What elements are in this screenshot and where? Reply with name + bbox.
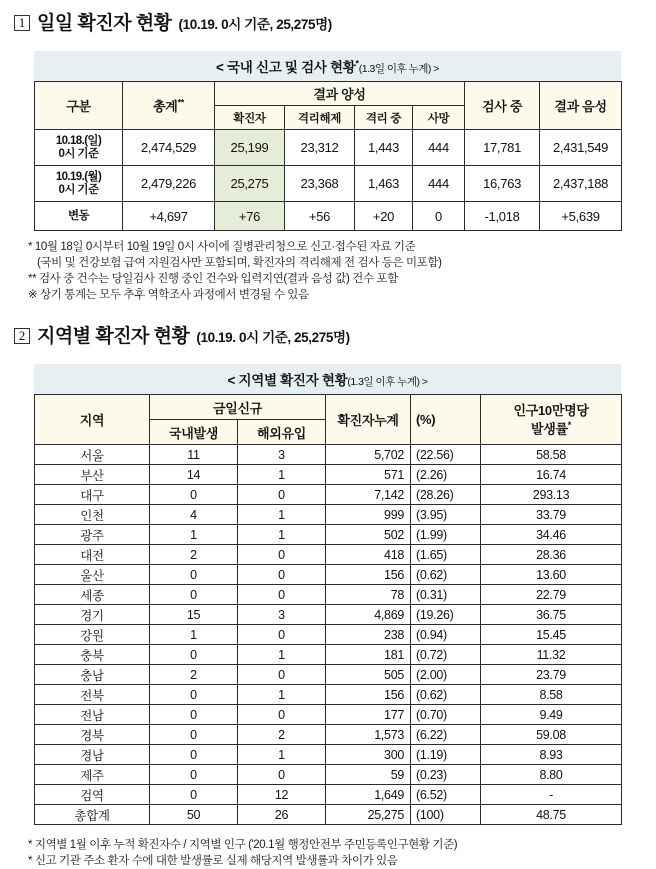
cell-cumulative: 156 bbox=[326, 565, 411, 585]
cell-testing: 16,763 bbox=[465, 166, 540, 202]
header-group-today-new: 금일신규 bbox=[150, 395, 326, 420]
cell-domestic: 0 bbox=[150, 725, 238, 745]
cell-cumulative: 1,573 bbox=[326, 725, 411, 745]
cell-domestic: 1 bbox=[150, 525, 238, 545]
cell-released: 23,312 bbox=[285, 130, 355, 166]
cell-region: 경남 bbox=[35, 745, 150, 765]
table-row bbox=[35, 645, 622, 665]
cell-region: 부산 bbox=[35, 465, 150, 485]
cell-domestic: 0 bbox=[150, 765, 238, 785]
header-group-positive: 결과 양성 bbox=[215, 82, 465, 106]
cell-negative: 2,431,549 bbox=[540, 130, 622, 166]
cell-region: 인천 bbox=[35, 505, 150, 525]
table-row bbox=[35, 605, 622, 625]
cell-isolating: 1,443 bbox=[355, 130, 413, 166]
section-2-subtitle: (10.19. 0시 기준, 25,275명) bbox=[196, 330, 350, 345]
cell-domestic: 0 bbox=[150, 705, 238, 725]
header-testing: 검사 중 bbox=[465, 82, 540, 130]
cell-cumulative: 181 bbox=[326, 645, 411, 665]
cell-domestic: 1 bbox=[150, 625, 238, 645]
cell-domestic: 0 bbox=[150, 685, 238, 705]
cell-region: 대구 bbox=[35, 485, 150, 505]
cell-cumulative: 25,275 bbox=[326, 805, 411, 825]
cell-domestic: 11 bbox=[150, 445, 238, 465]
cell-imported: 3 bbox=[238, 445, 326, 465]
section-2-number: 2 bbox=[14, 328, 30, 344]
table-1-header-row-1 bbox=[35, 82, 622, 106]
table-row bbox=[35, 585, 622, 605]
table-row bbox=[35, 445, 622, 465]
header-isolating: 격리 중 bbox=[355, 106, 413, 130]
cell-rate: 15.45 bbox=[481, 625, 622, 645]
cell-percent: (0.23) bbox=[411, 765, 481, 785]
section-1-heading bbox=[0, 8, 656, 35]
cell-imported: 1 bbox=[238, 525, 326, 545]
cell-rate: 28.36 bbox=[481, 545, 622, 565]
cell-rate: 293.13 bbox=[481, 485, 622, 505]
cell-rate: 8.80 bbox=[481, 765, 622, 785]
cell-cumulative: 78 bbox=[326, 585, 411, 605]
table-row bbox=[35, 485, 622, 505]
table-row bbox=[35, 685, 622, 705]
table-1-caption-prefix: < 국내 신고 및 검사 현황 bbox=[216, 60, 356, 75]
cell-percent: (0.62) bbox=[411, 685, 481, 705]
cell-rate: 9.49 bbox=[481, 705, 622, 725]
cell-domestic: 0 bbox=[150, 785, 238, 805]
cell-imported: 1 bbox=[238, 685, 326, 705]
cell-rate: 33.79 bbox=[481, 505, 622, 525]
cell-region: 충북 bbox=[35, 645, 150, 665]
cell-region: 총합계 bbox=[35, 805, 150, 825]
cell-region: 충남 bbox=[35, 665, 150, 685]
cell-rate: 59.08 bbox=[481, 725, 622, 745]
cell-rate: 11.32 bbox=[481, 645, 622, 665]
cell-percent: (0.94) bbox=[411, 625, 481, 645]
cell-imported: 2 bbox=[238, 725, 326, 745]
daily-status-table bbox=[34, 81, 622, 231]
cell-percent: (0.62) bbox=[411, 565, 481, 585]
cell-cumulative: 1,649 bbox=[326, 785, 411, 805]
cell-cumulative: 418 bbox=[326, 545, 411, 565]
table-1-caption bbox=[34, 51, 621, 81]
header-total-superscript: ** bbox=[177, 97, 184, 108]
cell-rate: 58.58 bbox=[481, 445, 622, 465]
regional-status-table bbox=[34, 394, 622, 825]
cell-imported: 0 bbox=[238, 705, 326, 725]
note-line: * 10월 18일 0시부터 10월 19일 0시 사이에 질병관리청으로 신고·접수된 자료 기준 bbox=[28, 241, 416, 253]
section-1-number: 1 bbox=[14, 15, 30, 31]
cell-imported: 1 bbox=[238, 645, 326, 665]
cell-rate: 16.74 bbox=[481, 465, 622, 485]
cell-isolating: +20 bbox=[355, 202, 413, 231]
table-row bbox=[35, 525, 622, 545]
table-row bbox=[35, 202, 622, 231]
cell-region: 전남 bbox=[35, 705, 150, 725]
cell-total: +4,697 bbox=[123, 202, 215, 231]
table-2-notes bbox=[0, 837, 656, 869]
note-line: * 신고 기관 주소 환자 수에 대한 발생률로 실제 해당지역 발생률과 차이가 있음 bbox=[28, 855, 398, 867]
cell-percent: (6.22) bbox=[411, 725, 481, 745]
table-row bbox=[35, 166, 622, 202]
cell-region: 강원 bbox=[35, 625, 150, 645]
cell-region: 경북 bbox=[35, 725, 150, 745]
cell-imported: 26 bbox=[238, 805, 326, 825]
cell-percent: (2.00) bbox=[411, 665, 481, 685]
cell-imported: 0 bbox=[238, 765, 326, 785]
table-row bbox=[35, 705, 622, 725]
table-row bbox=[35, 625, 622, 645]
cell-region: 세종 bbox=[35, 585, 150, 605]
header-incidence-rate: 인구10만명당 발생률* bbox=[481, 395, 622, 445]
cell-percent: (0.31) bbox=[411, 585, 481, 605]
cell-domestic: 2 bbox=[150, 665, 238, 685]
cell-region: 광주 bbox=[35, 525, 150, 545]
cell-cumulative: 156 bbox=[326, 685, 411, 705]
cell-rate: 23.79 bbox=[481, 665, 622, 685]
cell-released: 23,368 bbox=[285, 166, 355, 202]
cell-region: 전북 bbox=[35, 685, 150, 705]
note-line: ※ 상기 통계는 모두 추후 역학조사 과정에서 변경될 수 있음 bbox=[28, 289, 309, 301]
table-row bbox=[35, 665, 622, 685]
header-total: 총계** bbox=[123, 82, 215, 130]
cell-percent: (0.70) bbox=[411, 705, 481, 725]
header-percent: (%) bbox=[411, 395, 481, 445]
cell-cumulative: 300 bbox=[326, 745, 411, 765]
cell-testing: 17,781 bbox=[465, 130, 540, 166]
cell-cumulative: 5,702 bbox=[326, 445, 411, 465]
cell-imported: 0 bbox=[238, 585, 326, 605]
cell-region: 서울 bbox=[35, 445, 150, 465]
note-line: (국비 및 건강보험 급여 지원검사만 포함되며, 확진자의 격리해제 전 검사 등은 미포함) bbox=[37, 257, 442, 269]
header-released: 격리해제 bbox=[285, 106, 355, 130]
cell-percent: (6.52) bbox=[411, 785, 481, 805]
table-row bbox=[35, 465, 622, 485]
header-deaths: 사망 bbox=[413, 106, 465, 130]
cell-rate: 22.79 bbox=[481, 585, 622, 605]
cell-domestic: 0 bbox=[150, 645, 238, 665]
row-label: 변동 bbox=[35, 202, 123, 231]
cell-rate: 8.58 bbox=[481, 685, 622, 705]
header-division: 구분 bbox=[35, 82, 123, 130]
cell-rate: 8.93 bbox=[481, 745, 622, 765]
table-row bbox=[35, 130, 622, 166]
header-domestic: 국내발생 bbox=[150, 420, 238, 445]
cell-cumulative: 7,142 bbox=[326, 485, 411, 505]
cell-percent: (19.26) bbox=[411, 605, 481, 625]
cell-percent: (1.65) bbox=[411, 545, 481, 565]
table-row bbox=[35, 745, 622, 765]
cell-region: 대전 bbox=[35, 545, 150, 565]
note-line: ** 검사 중 건수는 당일검사 진행 중인 건수와 입력지연(결과 음성 값) 건수 포함 bbox=[28, 273, 398, 285]
cell-percent: (1.19) bbox=[411, 745, 481, 765]
cell-domestic: 0 bbox=[150, 565, 238, 585]
cell-percent: (3.95) bbox=[411, 505, 481, 525]
cell-imported: 12 bbox=[238, 785, 326, 805]
cell-domestic: 2 bbox=[150, 545, 238, 565]
cell-imported: 3 bbox=[238, 605, 326, 625]
cell-cumulative: 502 bbox=[326, 525, 411, 545]
table-row bbox=[35, 565, 622, 585]
cell-total: 2,479,226 bbox=[123, 166, 215, 202]
cell-region: 울산 bbox=[35, 565, 150, 585]
table-1-notes bbox=[0, 239, 656, 303]
cell-imported: 0 bbox=[238, 485, 326, 505]
cell-cumulative: 4,869 bbox=[326, 605, 411, 625]
cell-region: 경기 bbox=[35, 605, 150, 625]
cell-cumulative: 571 bbox=[326, 465, 411, 485]
cell-domestic: 50 bbox=[150, 805, 238, 825]
section-2-heading bbox=[0, 321, 656, 348]
table-2-caption-prefix: < 지역별 확진자 현황 bbox=[227, 373, 348, 388]
header-imported: 해외유입 bbox=[238, 420, 326, 445]
cell-cumulative: 59 bbox=[326, 765, 411, 785]
cell-confirmed: +76 bbox=[215, 202, 285, 231]
table-1-caption-suffix: (1.3일 이후 누계) > bbox=[358, 63, 439, 75]
cell-percent: (100) bbox=[411, 805, 481, 825]
cell-percent: (2.26) bbox=[411, 465, 481, 485]
cell-imported: 0 bbox=[238, 665, 326, 685]
cell-domestic: 15 bbox=[150, 605, 238, 625]
cell-imported: 1 bbox=[238, 465, 326, 485]
header-confirmed: 확진자 bbox=[215, 106, 285, 130]
cell-negative: 2,437,188 bbox=[540, 166, 622, 202]
table-2-caption bbox=[34, 364, 621, 394]
cell-percent: (22.56) bbox=[411, 445, 481, 465]
cell-region: 제주 bbox=[35, 765, 150, 785]
cell-confirmed: 25,199 bbox=[215, 130, 285, 166]
cell-negative: +5,639 bbox=[540, 202, 622, 231]
table-2-header-row-1 bbox=[35, 395, 622, 420]
table-row bbox=[35, 785, 622, 805]
table-2-caption-suffix: (1.3일 이후 누계) > bbox=[347, 376, 428, 388]
table-1-caption-asterisk: * bbox=[355, 58, 359, 69]
cell-imported: 1 bbox=[238, 745, 326, 765]
cell-imported: 0 bbox=[238, 565, 326, 585]
row-label: 10.19.(월) 0시 기준 bbox=[35, 166, 123, 202]
cell-domestic: 0 bbox=[150, 585, 238, 605]
cell-total: 2,474,529 bbox=[123, 130, 215, 166]
header-region: 지역 bbox=[35, 395, 150, 445]
section-2-title: 지역별 확진자 현황 bbox=[37, 326, 190, 347]
cell-domestic: 4 bbox=[150, 505, 238, 525]
cell-isolating: 1,463 bbox=[355, 166, 413, 202]
table-2-body bbox=[35, 445, 622, 825]
cell-imported: 1 bbox=[238, 505, 326, 525]
cell-percent: (0.72) bbox=[411, 645, 481, 665]
cell-cumulative: 999 bbox=[326, 505, 411, 525]
table-row bbox=[35, 505, 622, 525]
cell-cumulative: 505 bbox=[326, 665, 411, 685]
cell-confirmed: 25,275 bbox=[215, 166, 285, 202]
cell-rate: 34.46 bbox=[481, 525, 622, 545]
cell-domestic: 0 bbox=[150, 745, 238, 765]
cell-domestic: 14 bbox=[150, 465, 238, 485]
row-label: 10.18.(일) 0시 기준 bbox=[35, 130, 123, 166]
cell-percent: (1.99) bbox=[411, 525, 481, 545]
note-line: * 지역별 1월 이후 누적 확진자수 / 지역별 인구 ('20.1월 행정안전부 주민등록인구현황 기준) bbox=[28, 839, 458, 851]
cell-percent: (28.26) bbox=[411, 485, 481, 505]
cell-imported: 0 bbox=[238, 625, 326, 645]
cell-rate: 48.75 bbox=[481, 805, 622, 825]
section-1-subtitle: (10.19. 0시 기준, 25,275명) bbox=[178, 17, 332, 32]
cell-rate: 13.60 bbox=[481, 565, 622, 585]
header-negative: 결과 음성 bbox=[540, 82, 622, 130]
cell-cumulative: 177 bbox=[326, 705, 411, 725]
cell-region: 검역 bbox=[35, 785, 150, 805]
table-row bbox=[35, 725, 622, 745]
cell-cumulative: 238 bbox=[326, 625, 411, 645]
cell-testing: -1,018 bbox=[465, 202, 540, 231]
cell-imported: 0 bbox=[238, 545, 326, 565]
table-row bbox=[35, 545, 622, 565]
cell-rate: 36.75 bbox=[481, 605, 622, 625]
header-cumulative: 확진자누계 bbox=[326, 395, 411, 445]
cell-deaths: 444 bbox=[413, 130, 465, 166]
cell-deaths: 0 bbox=[413, 202, 465, 231]
table-1-body bbox=[35, 130, 622, 231]
section-1-title: 일일 확진자 현황 bbox=[37, 13, 172, 34]
cell-released: +56 bbox=[285, 202, 355, 231]
cell-deaths: 444 bbox=[413, 166, 465, 202]
cell-rate: - bbox=[481, 785, 622, 805]
table-row bbox=[35, 765, 622, 785]
cell-domestic: 0 bbox=[150, 485, 238, 505]
